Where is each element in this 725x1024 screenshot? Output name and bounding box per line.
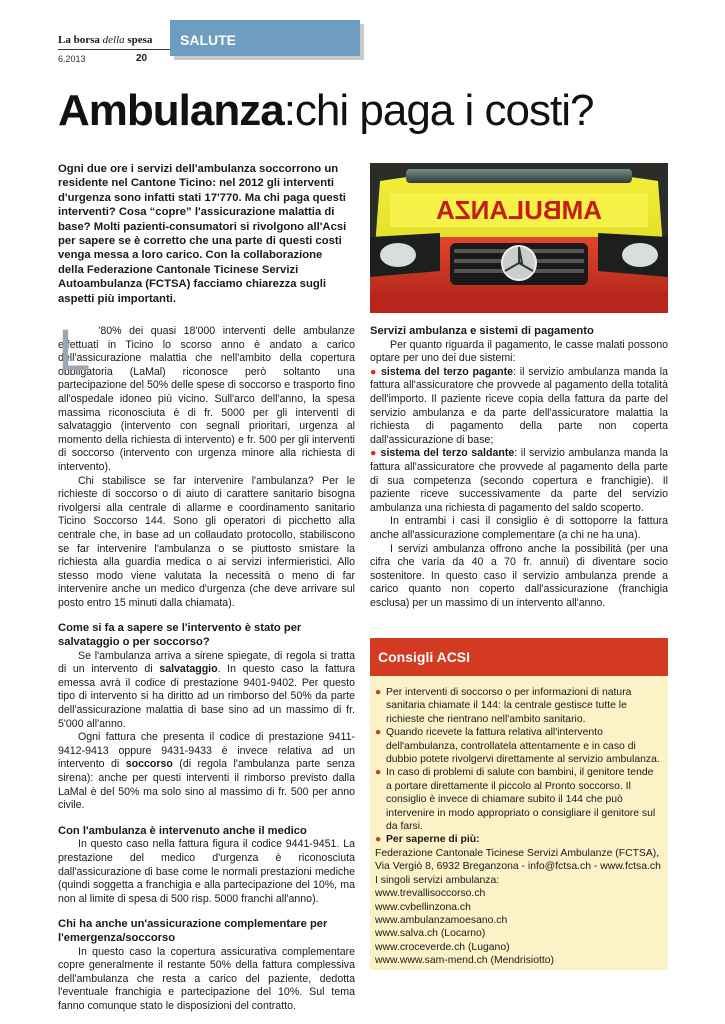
page-number: 20 xyxy=(136,53,148,64)
service-link[interactable]: www.croceverde.ch (Lugano) xyxy=(375,941,510,953)
paragraph: Se l'ambulanza arriva a sirene spiegate, di regola si tratta di un intervento di salvataggio. In questo caso la fattura emessa avrà il codice di prestazione 9401-9402. Per questo tipo di intervento si ha diritto ad un rimborso del 50% da parte dell'assicurazione malattia di base sino ad un massimo di fr. 5'000 all'anno. xyxy=(58,649,355,730)
drop-cap: L xyxy=(58,318,91,383)
bullet-dot-icon: ● xyxy=(375,767,382,779)
body-column-left xyxy=(58,318,356,1014)
issue-date: 6.2013 xyxy=(58,54,86,64)
paragraph: In questo caso la copertura assicurativa complementare copre generalmente il restante 50% della fattura complessiva dell'ambulanza che resta a carico del paziente, dedotta l'eventuale franchigia e partecipazione del 10%. Sul tema fanno comunque stato le disposizioni del contratto. xyxy=(58,945,355,1012)
tip-item: ● Per interventi di soccorso o per informazioni di natura sanitaria chiamate il 144: la centrale gestisce tutte le richieste che rientrano nell'ambito sanitario. xyxy=(375,687,632,725)
bullet-dot-icon: ● xyxy=(375,687,382,698)
paragraph: ’80% dei quasi 18'000 interventi delle ambulanze effettuati in Ticino lo scorso anno è andato a carico dell'assicurazione malattia che nell'ambito della copertura obbligatoria (LaMal) riconosce però soltanto una partecipazione del 50% delle spese di soccorso e trasporto fino all'ospedale idoneo più vicino. Sull'arco dell'anno, la spesa massima riconosciuta è di fr. 5000 per gli interventi di salvataggio (intervento con segnali prioritari, urgenza al momento della richiesta di intervento) e fr. 500 per gli interventi di soccorso (intervento con urgenza minore alla richiesta di intervento). xyxy=(58,325,355,473)
bullet-item: ● sistema del terzo saldante: il servizio ambulanza manda la fattura all'assicuratore che provvede al pagamento della parte di sua competenza (secondo copertura e franchigie). Il paziente riceve successivamente da parte del servizio ambulanza una richiesta di pagamento del saldo scoperto. xyxy=(370,447,668,514)
tips-box-body xyxy=(370,676,668,968)
subheading: Chi ha anche un'assicurazione complementare per l'emergenza/soccorso xyxy=(58,918,328,944)
bullet-dot-icon: ● xyxy=(375,727,382,739)
paragraph: In entrambi i casi il consiglio è di sottoporre la fattura anche all'assicurazione complementare (a chi ne ha una). xyxy=(370,515,668,541)
paragraph: In questo caso nella fattura figura il codice 9441-9451. La prestazione del medico d'urgenza è riconosciuta dall'assicurazione di base come le normali prestazioni mediche (quindi soggetta a franchigia e alla partecipazione del 10%, ma non al limite di spesa di 500 risp. 5000 franchi all'anno). xyxy=(58,838,355,905)
tips-box xyxy=(370,638,668,970)
subheading: Servizi ambulanza e sistemi di pagamento xyxy=(370,325,594,337)
ambulance-photo xyxy=(370,163,668,313)
org-info: Federazione Cantonale Ticinese Servizi Ambulanze (FCTSA), Via Vergiò 8, 6932 Breganzona - info@fctsa.ch - www.fctsa.ch xyxy=(375,847,661,873)
bullet-dot-icon: ● xyxy=(370,447,381,460)
ambulance-sign-text: AMBULANZA xyxy=(435,195,603,225)
subheading: Come si fa a sapere se l'intervento è stato per salvataggio o per soccorso? xyxy=(58,622,302,649)
bullet-dot-icon: ● xyxy=(370,365,382,378)
brand-logo: La borsa della spesa xyxy=(58,34,153,46)
service-link[interactable]: www.cvbellinzona.ch xyxy=(375,901,471,913)
first-paragraph xyxy=(58,318,355,475)
bullet-item: ● sistema del terzo pagante: il servizio ambulanza manda la fattura all'assicuratore che provvede al pagamento della totalità dell'importo. Il paziente riceve copia della fattura da parte del servizio ambulanza e da parte dell'assicuratore malattia la richiesta di pagamento della parte non coperta dall'assicurazione di base; xyxy=(370,365,669,446)
subheading: Con l'ambulanza è intervenuto anche il medico xyxy=(58,824,307,837)
tip-item: ● In caso di problemi di salute con bambini, il genitore tende a portare direttamente il piccolo al Pronto soccorso. Il consiglio è invece di chiamare subito il 144 che può intervenire in modo appropriato o consigliare il genitore sul da farsi. xyxy=(375,767,656,833)
service-link[interactable]: www.trevallisoccorso.ch xyxy=(375,888,486,900)
paragraph: Per quanto riguarda il pagamento, le casse malati possono optare per uno dei due sistemi: xyxy=(370,338,668,365)
service-link[interactable]: www.ambulanzamoesano.ch xyxy=(375,914,508,926)
lead-paragraph: Ogni due ore i servizi dell'ambulanza soccorrono un residente nel Cantone Ticino: nel 2012 gli interventi d'urgenza sono infatti stati 17'770. Ma chi paga questi interventi? Cosa “copre” l'assicurazione malattia di base? Molti pazienti-consumatori si rivolgono all'Acsi per sapere se è corretto che una parte di questi costi venga messa a loro carico. Con la collaborazione della Federazione Cantonale Ticinese Servizi Autoambulanza (FCTSA) facciamo chiarezza sugli aspetti più importanti. xyxy=(58,163,347,305)
tips-box-title: Consigli ACSI xyxy=(370,638,668,676)
services-label: I singoli servizi ambulanza: xyxy=(375,874,500,886)
page-title: Ambulanza:chi paga i costi? xyxy=(58,86,594,135)
service-link[interactable]: www.salva.ch (Locarno) xyxy=(375,928,486,940)
paragraph: I servizi ambulanza offrono anche la possibilità (per una cifra che varia da 40 a 70 fr. annui) di diventare socio sostenitore. In questo caso il servizio ambulanza prende a carico quanto non coperto dall'assicurazione (franchigia esclusa) per un massimo di un intervento all'anno. xyxy=(370,542,668,609)
bullet-dot-icon: ● xyxy=(375,834,382,846)
more-info-label: ● Per saperne di più: xyxy=(375,834,480,846)
section-tab: SALUTE xyxy=(170,20,360,56)
tip-item: ● Quando ricevete la fattura relativa all'intervento dell'ambulanza, controllatela attentamente e in caso di dubbio potete rivolgervi direttamente al servizio ambulanza. xyxy=(375,727,660,766)
paragraph: Ogni fattura che presenta il codice di prestazione 9411-9412-9413 oppure 9431-9433 è invece relativa ad un intervento di soccorso (di regola l'ambulanza parte senza sirena): anche per questi interventi il rimborso previsto dalla LaMal è del 50% ma solo sino al massimo di fr. 500 per anno civile. xyxy=(58,731,356,812)
paragraph: Chi stabilisce se far intervenire l'ambulanza? Per le richieste di soccorso o di aiuto di carattere sanitario bisogna rivolgersi alla centrale di allarme e coordinamento sanitario Ticino Soccorso 144. Sono gli operatori di picchetto alla centrale che, in base ad un collaudato protocollo, stabiliscono se far intervenire l'ambulanza o se piuttosto smistare la richiesta alla guardia medica o ai servizi infermieristici. Allo stesso modo viene valutata la necessità o meno di far intervenire anche un medico d'urgenza (che deve arrivare sul posto entro 15 minuti dalla chiamata). xyxy=(58,474,355,609)
body-column-right xyxy=(370,325,668,610)
ambulance-photo-icon xyxy=(370,163,668,313)
service-link[interactable]: www.www.sam-mend.ch (Mendrisiotto) xyxy=(375,955,554,967)
